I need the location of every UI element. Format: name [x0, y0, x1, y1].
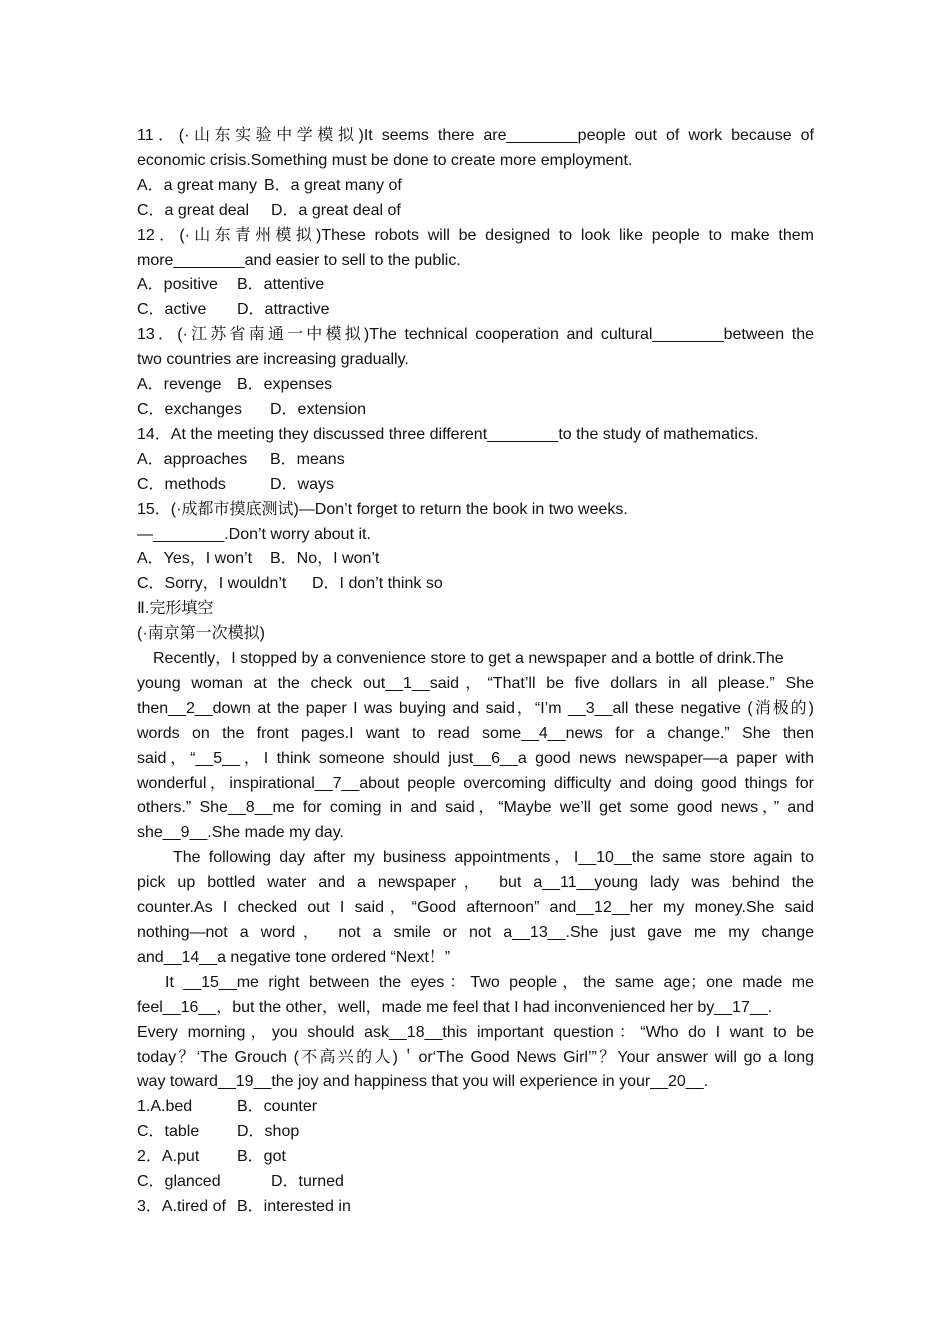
option-a: A．a great many	[137, 176, 258, 194]
question-15-options-cd	[137, 572, 814, 597]
option-c: C．a great deal	[137, 201, 250, 219]
section-heading: Ⅱ.完形填空	[137, 600, 214, 618]
passage-line: Recently，I stopped by a convenience store to get a newspaper and a bottle of drink.The	[153, 650, 784, 668]
section-source: (·南京第一次模拟)	[137, 625, 265, 643]
option-a: A．positive	[137, 276, 218, 294]
option-b: B．got	[237, 1148, 286, 1166]
passage-line: The following day after my business appointments，I__10__the same store again to	[173, 849, 814, 867]
question-14-options-ab	[137, 448, 814, 473]
question-12-options-cd	[137, 298, 814, 323]
option-c: C．Sorry，I wouldn’t	[137, 575, 287, 593]
passage-line: words on the front pages.I want to read some__4__news for a change.” She then	[137, 724, 814, 742]
question-11-options-ab	[137, 174, 814, 199]
passage-line: others.” She__8__me for coming in and said，“Maybe we’ll get some good news，” and	[137, 799, 814, 817]
option-b: B．counter	[237, 1098, 318, 1116]
question-15-stem-cont: —________.Don’t worry about it.	[137, 525, 371, 543]
passage-line: said，“__5__，I think someone should just__6__a good news newspaper—a paper with	[137, 749, 814, 767]
option-c: C．table	[137, 1123, 200, 1141]
passage-line: then__2__down at the paper I was buying and said，“I’m __3__all these negative (消极的)	[137, 699, 814, 717]
passage-line: and__14__a negative tone ordered “Next！”	[137, 948, 451, 966]
option-d: D．I don’t think so	[312, 575, 443, 593]
question-15-options-ab	[137, 547, 814, 572]
option-a: 1.A.bed	[137, 1098, 193, 1116]
option-a: 2．A.put	[137, 1148, 200, 1166]
question-11-options-cd	[137, 199, 814, 224]
answer-2-options-ab	[137, 1145, 814, 1170]
question-13-stem: 13．(·江苏省南通一中模拟)The technical cooperation and cultural________between the	[137, 326, 814, 344]
question-13-stem-cont: two countries are increasing gradually.	[137, 351, 409, 369]
passage-line: pick up bottled water and a newspaper， but a__11__young lady was behind the	[137, 874, 814, 892]
passage-line: feel__16__，but the other，well，made me feel that I had inconvenienced her by__17__.	[137, 998, 773, 1016]
option-c: C．active	[137, 301, 207, 319]
answer-1-options-ab	[137, 1095, 814, 1120]
option-d: D．extension	[270, 400, 367, 418]
passage-line: young woman at the check out__1__said，“That’ll be five dollars in all please.” She	[137, 674, 815, 692]
passage-line: It __15__me right between the eyes：Two people，the same age；one made me	[165, 973, 814, 991]
option-b: B．expenses	[237, 376, 333, 394]
option-c: C．glanced	[137, 1173, 221, 1191]
option-d: D．a great deal of	[271, 201, 401, 219]
passage-line: counter.As I checked out I said，“Good afternoon” and__12__her my money.She said	[137, 899, 814, 917]
document-page	[137, 124, 814, 1220]
passage-line: she__9__.She made my day.	[137, 824, 344, 842]
passage-line: wonderful，inspirational__7__about people overcoming difficulty and doing good things for	[137, 774, 814, 792]
answer-1-options-cd	[137, 1120, 814, 1145]
question-11-stem-cont: economic crisis.Something must be done to create more employment.	[137, 151, 633, 169]
question-12-options-ab	[137, 273, 814, 298]
option-c: C．exchanges	[137, 400, 242, 418]
question-13-options-ab	[137, 373, 814, 398]
answer-3-options-ab	[137, 1195, 814, 1220]
option-b: B．means	[270, 450, 345, 468]
option-b: B．attentive	[237, 276, 325, 294]
question-12-stem-cont: more________and easier to sell to the public.	[137, 251, 461, 269]
answer-2-options-cd	[137, 1170, 814, 1195]
option-a: A．revenge	[137, 376, 222, 394]
passage-line: today？‘The Grouch (不高兴的人)＇or‘The Good News Girl’”？Your answer will go a long	[137, 1048, 814, 1066]
option-c: C．methods	[137, 475, 226, 493]
question-14-stem: 14．At the meeting they discussed three different________to the study of mathematics.	[137, 425, 759, 443]
option-d: D．ways	[270, 475, 335, 493]
option-d: D．attractive	[237, 301, 330, 319]
option-a: A．approaches	[137, 450, 248, 468]
option-b: B．a great many of	[264, 176, 402, 194]
question-12-stem: 12．(·山东青州模拟)These robots will be designed to look like people to make them	[137, 226, 814, 244]
option-a: 3．A.tired of	[137, 1197, 226, 1215]
question-15-stem: 15．(·成都市摸底测试)—Don’t forget to return the book in two weeks.	[137, 500, 628, 518]
option-b: B．interested in	[237, 1197, 351, 1215]
option-d: D．turned	[271, 1173, 344, 1191]
option-d: D．shop	[237, 1123, 300, 1141]
option-a: A．Yes，I won’t	[137, 550, 253, 568]
question-14-options-cd	[137, 473, 814, 498]
passage-line: nothing—not a word， not a smile or not a__13__.She just gave me my change	[137, 924, 814, 941]
passage-line: Every morning，you should ask__18__this important question：“Who do I want to be	[137, 1023, 814, 1041]
passage-line: way toward__19__the joy and happiness that you will experience in your__20__.	[137, 1073, 709, 1091]
option-b: B．No，I won’t	[270, 550, 380, 568]
question-11-stem: 11．(·山东实验中学模拟)It seems there are________people out of work because of	[137, 127, 814, 144]
question-13-options-cd	[137, 398, 814, 423]
